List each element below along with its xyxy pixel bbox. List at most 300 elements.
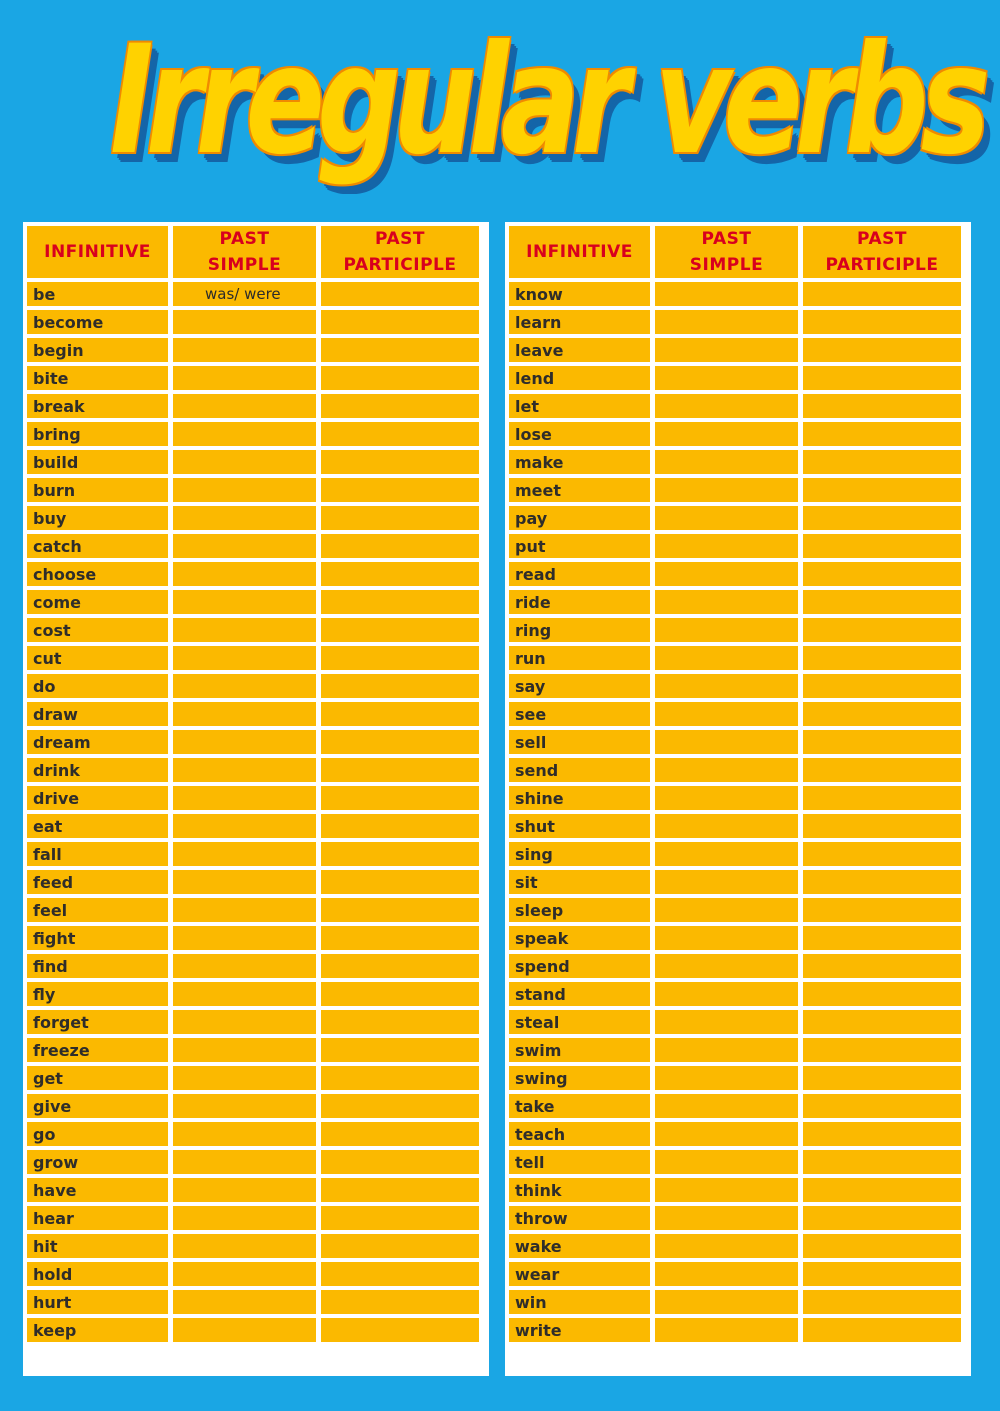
past-participle-cell[interactable]	[803, 954, 961, 978]
past-participle-cell[interactable]	[803, 982, 961, 1006]
past-simple-cell[interactable]	[173, 702, 316, 726]
infinitive-cell: cost	[27, 618, 168, 642]
past-simple-cell[interactable]	[173, 1010, 316, 1034]
past-simple-cell[interactable]	[173, 1122, 316, 1146]
verb-row	[509, 1234, 961, 1258]
past-simple-cell[interactable]	[655, 394, 798, 418]
past-participle-cell[interactable]	[321, 926, 479, 950]
verb-row	[509, 898, 961, 922]
verb-row	[509, 338, 961, 362]
infinitive-cell: tell	[509, 1150, 650, 1174]
infinitive-cell: send	[509, 758, 650, 782]
header-past-participle-line1: PAST	[857, 229, 907, 249]
verb-row	[27, 1234, 479, 1258]
past-simple-cell[interactable]	[173, 646, 316, 670]
infinitive-cell: swim	[509, 1038, 650, 1062]
past-simple-cell[interactable]	[173, 982, 316, 1006]
verb-row	[27, 730, 479, 754]
past-simple-cell[interactable]: was/ were	[173, 282, 316, 306]
header-past-participle-line2: PARTICIPLE	[825, 255, 939, 275]
past-simple-cell[interactable]	[173, 534, 316, 558]
verb-row	[509, 1290, 961, 1314]
past-simple-cell[interactable]	[173, 870, 316, 894]
past-participle-cell[interactable]	[803, 310, 961, 334]
past-participle-cell[interactable]	[321, 730, 479, 754]
infinitive-cell: run	[509, 646, 650, 670]
past-simple-cell[interactable]	[173, 562, 316, 586]
infinitive-cell: catch	[27, 534, 168, 558]
past-participle-cell[interactable]	[321, 898, 479, 922]
past-simple-cell[interactable]	[655, 1038, 798, 1062]
past-simple-cell[interactable]	[655, 786, 798, 810]
past-participle-cell[interactable]	[803, 702, 961, 726]
past-simple-cell[interactable]	[655, 366, 798, 390]
past-participle-cell[interactable]	[321, 786, 479, 810]
verb-row	[509, 618, 961, 642]
infinitive-cell: give	[27, 1094, 168, 1118]
past-simple-cell[interactable]	[173, 1290, 316, 1314]
past-participle-cell[interactable]	[321, 618, 479, 642]
past-participle-cell[interactable]	[321, 1234, 479, 1258]
infinitive-cell: dream	[27, 730, 168, 754]
verb-row	[509, 1122, 961, 1146]
infinitive-cell: throw	[509, 1206, 650, 1230]
verb-row	[509, 478, 961, 502]
infinitive-cell: be	[27, 282, 168, 306]
verb-row	[509, 786, 961, 810]
past-participle-cell[interactable]	[321, 282, 479, 306]
past-participle-cell[interactable]	[803, 422, 961, 446]
infinitive-cell: fight	[27, 926, 168, 950]
past-participle-cell[interactable]	[321, 422, 479, 446]
infinitive-cell: shut	[509, 814, 650, 838]
infinitive-cell: stand	[509, 982, 650, 1006]
past-simple-cell[interactable]	[173, 1178, 316, 1202]
past-simple-cell[interactable]	[655, 1122, 798, 1146]
verb-table-right	[504, 222, 966, 1346]
verb-row	[27, 786, 479, 810]
verb-row	[509, 1038, 961, 1062]
past-participle-cell[interactable]	[803, 1122, 961, 1146]
past-participle-cell[interactable]	[321, 870, 479, 894]
infinitive-cell: have	[27, 1178, 168, 1202]
past-participle-cell[interactable]	[803, 674, 961, 698]
past-participle-cell[interactable]	[803, 1038, 961, 1062]
infinitive-cell: sleep	[509, 898, 650, 922]
past-participle-cell[interactable]	[803, 1178, 961, 1202]
past-participle-cell[interactable]	[321, 646, 479, 670]
past-participle-cell[interactable]	[321, 814, 479, 838]
past-participle-cell[interactable]	[803, 1094, 961, 1118]
past-simple-cell[interactable]	[173, 1234, 316, 1258]
past-simple-cell[interactable]	[173, 1262, 316, 1286]
verb-row	[509, 1262, 961, 1286]
verb-row	[27, 870, 479, 894]
verb-row	[27, 1318, 479, 1342]
header-past-simple-line1: PAST	[701, 229, 752, 249]
verb-row	[27, 478, 479, 502]
infinitive-cell: hold	[27, 1262, 168, 1286]
verb-row	[509, 394, 961, 418]
verb-row	[27, 590, 479, 614]
infinitive-cell: fall	[27, 842, 168, 866]
infinitive-cell: feel	[27, 898, 168, 922]
infinitive-cell: sit	[509, 870, 650, 894]
past-participle-cell[interactable]	[321, 450, 479, 474]
header-past-simple	[173, 226, 316, 278]
infinitive-cell: build	[27, 450, 168, 474]
infinitive-cell: get	[27, 1066, 168, 1090]
verb-table-left-panel	[23, 222, 489, 1376]
verb-table-left	[22, 222, 484, 1346]
past-participle-cell[interactable]	[803, 338, 961, 362]
infinitive-cell: think	[509, 1178, 650, 1202]
verb-row	[27, 1178, 479, 1202]
past-participle-cell[interactable]	[803, 758, 961, 782]
past-simple-cell[interactable]	[173, 394, 316, 418]
past-simple-cell[interactable]	[655, 898, 798, 922]
past-simple-cell[interactable]	[173, 506, 316, 530]
past-simple-cell[interactable]	[655, 590, 798, 614]
verb-row	[27, 1122, 479, 1146]
verb-row	[509, 814, 961, 838]
verb-row	[509, 982, 961, 1006]
past-simple-cell[interactable]	[173, 590, 316, 614]
past-participle-cell[interactable]	[803, 1206, 961, 1230]
past-participle-cell[interactable]	[803, 730, 961, 754]
verb-row	[27, 926, 479, 950]
infinitive-cell: keep	[27, 1318, 168, 1342]
verb-row	[27, 1150, 479, 1174]
verb-row	[509, 926, 961, 950]
verb-row	[27, 1010, 479, 1034]
past-participle-cell[interactable]	[803, 1066, 961, 1090]
infinitive-cell: find	[27, 954, 168, 978]
infinitive-cell: cut	[27, 646, 168, 670]
verb-row	[27, 842, 479, 866]
verb-row	[509, 674, 961, 698]
past-simple-cell[interactable]	[655, 534, 798, 558]
verb-row	[509, 954, 961, 978]
past-participle-cell[interactable]	[803, 898, 961, 922]
infinitive-cell: write	[509, 1318, 650, 1342]
past-simple-cell[interactable]	[655, 450, 798, 474]
header-past-simple-line1: PAST	[219, 229, 270, 249]
past-participle-cell[interactable]	[321, 982, 479, 1006]
infinitive-cell: feed	[27, 870, 168, 894]
past-simple-cell[interactable]	[173, 842, 316, 866]
verb-row	[27, 1038, 479, 1062]
past-simple-cell[interactable]	[655, 422, 798, 446]
past-simple-cell[interactable]	[655, 1262, 798, 1286]
past-participle-cell[interactable]	[803, 1290, 961, 1314]
verb-row	[509, 1066, 961, 1090]
infinitive-cell: wear	[509, 1262, 650, 1286]
past-simple-cell[interactable]	[173, 1066, 316, 1090]
past-participle-cell[interactable]	[321, 1150, 479, 1174]
past-simple-cell[interactable]	[655, 758, 798, 782]
verb-row	[27, 898, 479, 922]
past-simple-cell[interactable]	[173, 450, 316, 474]
past-participle-cell[interactable]	[803, 590, 961, 614]
infinitive-cell: say	[509, 674, 650, 698]
past-simple-cell[interactable]	[173, 898, 316, 922]
past-simple-cell[interactable]	[655, 1318, 798, 1342]
past-simple-cell[interactable]	[173, 674, 316, 698]
infinitive-cell: drink	[27, 758, 168, 782]
header-past-participle	[321, 226, 479, 278]
past-simple-cell[interactable]	[655, 870, 798, 894]
past-participle-cell[interactable]	[321, 1122, 479, 1146]
past-simple-cell[interactable]	[655, 1094, 798, 1118]
verb-row	[509, 730, 961, 754]
verb-row	[27, 450, 479, 474]
infinitive-cell: spend	[509, 954, 650, 978]
verb-row	[27, 1206, 479, 1230]
infinitive-cell: go	[27, 1122, 168, 1146]
verb-row	[27, 394, 479, 418]
past-participle-cell[interactable]	[321, 954, 479, 978]
past-simple-cell[interactable]	[173, 786, 316, 810]
past-participle-cell[interactable]	[803, 1234, 961, 1258]
past-participle-cell[interactable]	[321, 394, 479, 418]
past-simple-cell[interactable]	[655, 702, 798, 726]
past-simple-cell[interactable]	[173, 1038, 316, 1062]
infinitive-cell: fly	[27, 982, 168, 1006]
infinitive-cell: lose	[509, 422, 650, 446]
infinitive-cell: speak	[509, 926, 650, 950]
past-participle-cell[interactable]	[321, 506, 479, 530]
infinitive-cell: begin	[27, 338, 168, 362]
past-simple-cell[interactable]	[655, 478, 798, 502]
past-participle-cell[interactable]	[321, 674, 479, 698]
infinitive-cell: take	[509, 1094, 650, 1118]
past-simple-cell[interactable]	[655, 842, 798, 866]
past-simple-cell[interactable]	[655, 1234, 798, 1258]
table-header-row	[27, 226, 479, 278]
infinitive-cell: burn	[27, 478, 168, 502]
past-participle-cell[interactable]	[803, 506, 961, 530]
past-participle-cell[interactable]	[803, 534, 961, 558]
past-participle-cell[interactable]	[803, 1318, 961, 1342]
infinitive-cell: read	[509, 562, 650, 586]
past-participle-cell[interactable]	[321, 1262, 479, 1286]
past-simple-cell[interactable]	[655, 1290, 798, 1314]
past-participle-cell[interactable]	[803, 618, 961, 642]
past-simple-cell[interactable]	[173, 1094, 316, 1118]
infinitive-cell: put	[509, 534, 650, 558]
past-participle-cell[interactable]	[321, 1290, 479, 1314]
past-simple-cell[interactable]	[655, 1066, 798, 1090]
past-simple-cell[interactable]	[655, 1010, 798, 1034]
infinitive-cell: wake	[509, 1234, 650, 1258]
infinitive-cell: bite	[27, 366, 168, 390]
table-header-row	[509, 226, 961, 278]
infinitive-cell: ring	[509, 618, 650, 642]
verb-row	[27, 562, 479, 586]
verb-row	[509, 590, 961, 614]
header-infinitive: INFINITIVE	[509, 226, 650, 278]
past-simple-cell[interactable]	[173, 926, 316, 950]
infinitive-cell: hear	[27, 1206, 168, 1230]
infinitive-cell: lend	[509, 366, 650, 390]
infinitive-cell: teach	[509, 1122, 650, 1146]
infinitive-cell: drive	[27, 786, 168, 810]
infinitive-cell: grow	[27, 1150, 168, 1174]
verb-row	[27, 1066, 479, 1090]
infinitive-cell: leave	[509, 338, 650, 362]
infinitive-cell: break	[27, 394, 168, 418]
infinitive-cell: bring	[27, 422, 168, 446]
past-simple-cell[interactable]	[655, 926, 798, 950]
verb-row	[27, 310, 479, 334]
past-participle-cell[interactable]	[803, 450, 961, 474]
verb-row	[27, 702, 479, 726]
past-participle-cell[interactable]	[803, 562, 961, 586]
verb-row	[27, 534, 479, 558]
past-simple-cell[interactable]	[173, 1318, 316, 1342]
past-simple-cell[interactable]	[655, 506, 798, 530]
past-simple-cell[interactable]	[655, 646, 798, 670]
infinitive-cell: shine	[509, 786, 650, 810]
past-simple-cell[interactable]	[173, 1206, 316, 1230]
verb-row	[509, 1010, 961, 1034]
verb-row	[27, 506, 479, 530]
verb-row	[509, 1206, 961, 1230]
infinitive-cell: ride	[509, 590, 650, 614]
past-participle-cell[interactable]	[321, 702, 479, 726]
past-participle-cell[interactable]	[321, 758, 479, 782]
verb-row	[509, 1150, 961, 1174]
infinitive-cell: sell	[509, 730, 650, 754]
header-past-participle-line2: PARTICIPLE	[343, 255, 457, 275]
verb-row	[27, 758, 479, 782]
past-participle-cell[interactable]	[321, 310, 479, 334]
past-simple-cell[interactable]	[655, 562, 798, 586]
past-simple-cell[interactable]	[173, 1150, 316, 1174]
header-past-simple	[655, 226, 798, 278]
past-participle-cell[interactable]	[321, 1010, 479, 1034]
past-simple-cell[interactable]	[173, 310, 316, 334]
verb-row	[27, 646, 479, 670]
past-participle-cell[interactable]	[321, 1318, 479, 1342]
verb-row	[509, 310, 961, 334]
past-participle-cell[interactable]	[321, 842, 479, 866]
past-participle-cell[interactable]	[321, 1038, 479, 1062]
infinitive-cell: hurt	[27, 1290, 168, 1314]
infinitive-cell: freeze	[27, 1038, 168, 1062]
header-infinitive: INFINITIVE	[27, 226, 168, 278]
past-simple-cell[interactable]	[173, 366, 316, 390]
infinitive-cell: choose	[27, 562, 168, 586]
past-participle-cell[interactable]	[321, 1178, 479, 1202]
past-simple-cell[interactable]	[655, 1206, 798, 1230]
past-participle-cell[interactable]	[803, 282, 961, 306]
past-simple-cell[interactable]	[655, 618, 798, 642]
past-simple-cell[interactable]	[173, 618, 316, 642]
verb-row	[509, 870, 961, 894]
past-participle-cell[interactable]	[321, 1206, 479, 1230]
page-title: Irregular verbs	[110, 14, 983, 188]
infinitive-cell: buy	[27, 506, 168, 530]
past-simple-cell[interactable]	[173, 758, 316, 782]
past-simple-cell[interactable]	[655, 814, 798, 838]
past-participle-cell[interactable]	[803, 478, 961, 502]
past-simple-cell[interactable]	[173, 478, 316, 502]
infinitive-cell: swing	[509, 1066, 650, 1090]
verb-table-right-panel	[505, 222, 971, 1376]
past-participle-cell[interactable]	[803, 842, 961, 866]
past-participle-cell[interactable]	[803, 786, 961, 810]
infinitive-cell: hit	[27, 1234, 168, 1258]
past-simple-cell[interactable]	[655, 1150, 798, 1174]
header-past-participle	[803, 226, 961, 278]
past-simple-cell[interactable]	[655, 982, 798, 1006]
past-simple-cell[interactable]	[173, 954, 316, 978]
past-participle-cell[interactable]	[321, 590, 479, 614]
infinitive-cell: become	[27, 310, 168, 334]
past-participle-cell[interactable]	[803, 646, 961, 670]
past-participle-cell[interactable]	[803, 1010, 961, 1034]
past-simple-cell[interactable]	[655, 730, 798, 754]
verb-row	[27, 366, 479, 390]
past-simple-cell[interactable]	[655, 674, 798, 698]
past-participle-cell[interactable]	[803, 366, 961, 390]
verb-row	[509, 1178, 961, 1202]
past-participle-cell[interactable]	[321, 562, 479, 586]
past-simple-cell[interactable]	[655, 1178, 798, 1202]
past-participle-cell[interactable]	[803, 1262, 961, 1286]
past-simple-cell[interactable]	[173, 422, 316, 446]
infinitive-cell: make	[509, 450, 650, 474]
past-simple-cell[interactable]	[655, 338, 798, 362]
past-simple-cell[interactable]	[173, 730, 316, 754]
past-participle-cell[interactable]	[803, 926, 961, 950]
verb-row	[27, 954, 479, 978]
past-participle-cell[interactable]	[321, 1094, 479, 1118]
past-participle-cell[interactable]	[803, 1150, 961, 1174]
header-past-simple-line2: SIMPLE	[689, 255, 764, 275]
past-participle-cell[interactable]	[803, 870, 961, 894]
past-participle-cell[interactable]	[321, 338, 479, 362]
past-participle-cell[interactable]	[803, 394, 961, 418]
past-simple-cell[interactable]	[655, 282, 798, 306]
past-participle-cell[interactable]	[321, 1066, 479, 1090]
infinitive-cell: meet	[509, 478, 650, 502]
past-participle-cell[interactable]	[321, 534, 479, 558]
infinitive-cell: come	[27, 590, 168, 614]
infinitive-cell: know	[509, 282, 650, 306]
verb-row	[27, 982, 479, 1006]
infinitive-cell: win	[509, 1290, 650, 1314]
infinitive-cell: eat	[27, 814, 168, 838]
verb-row	[27, 1094, 479, 1118]
past-participle-cell[interactable]	[803, 814, 961, 838]
infinitive-cell: forget	[27, 1010, 168, 1034]
past-participle-cell[interactable]	[321, 478, 479, 502]
verb-row	[509, 758, 961, 782]
past-simple-cell[interactable]	[655, 954, 798, 978]
past-participle-cell[interactable]	[321, 366, 479, 390]
verb-row	[509, 534, 961, 558]
verb-row	[509, 506, 961, 530]
verb-row	[27, 814, 479, 838]
infinitive-cell: sing	[509, 842, 650, 866]
past-simple-cell[interactable]	[173, 338, 316, 362]
past-simple-cell[interactable]	[173, 814, 316, 838]
past-simple-cell[interactable]	[655, 310, 798, 334]
verb-row	[509, 422, 961, 446]
